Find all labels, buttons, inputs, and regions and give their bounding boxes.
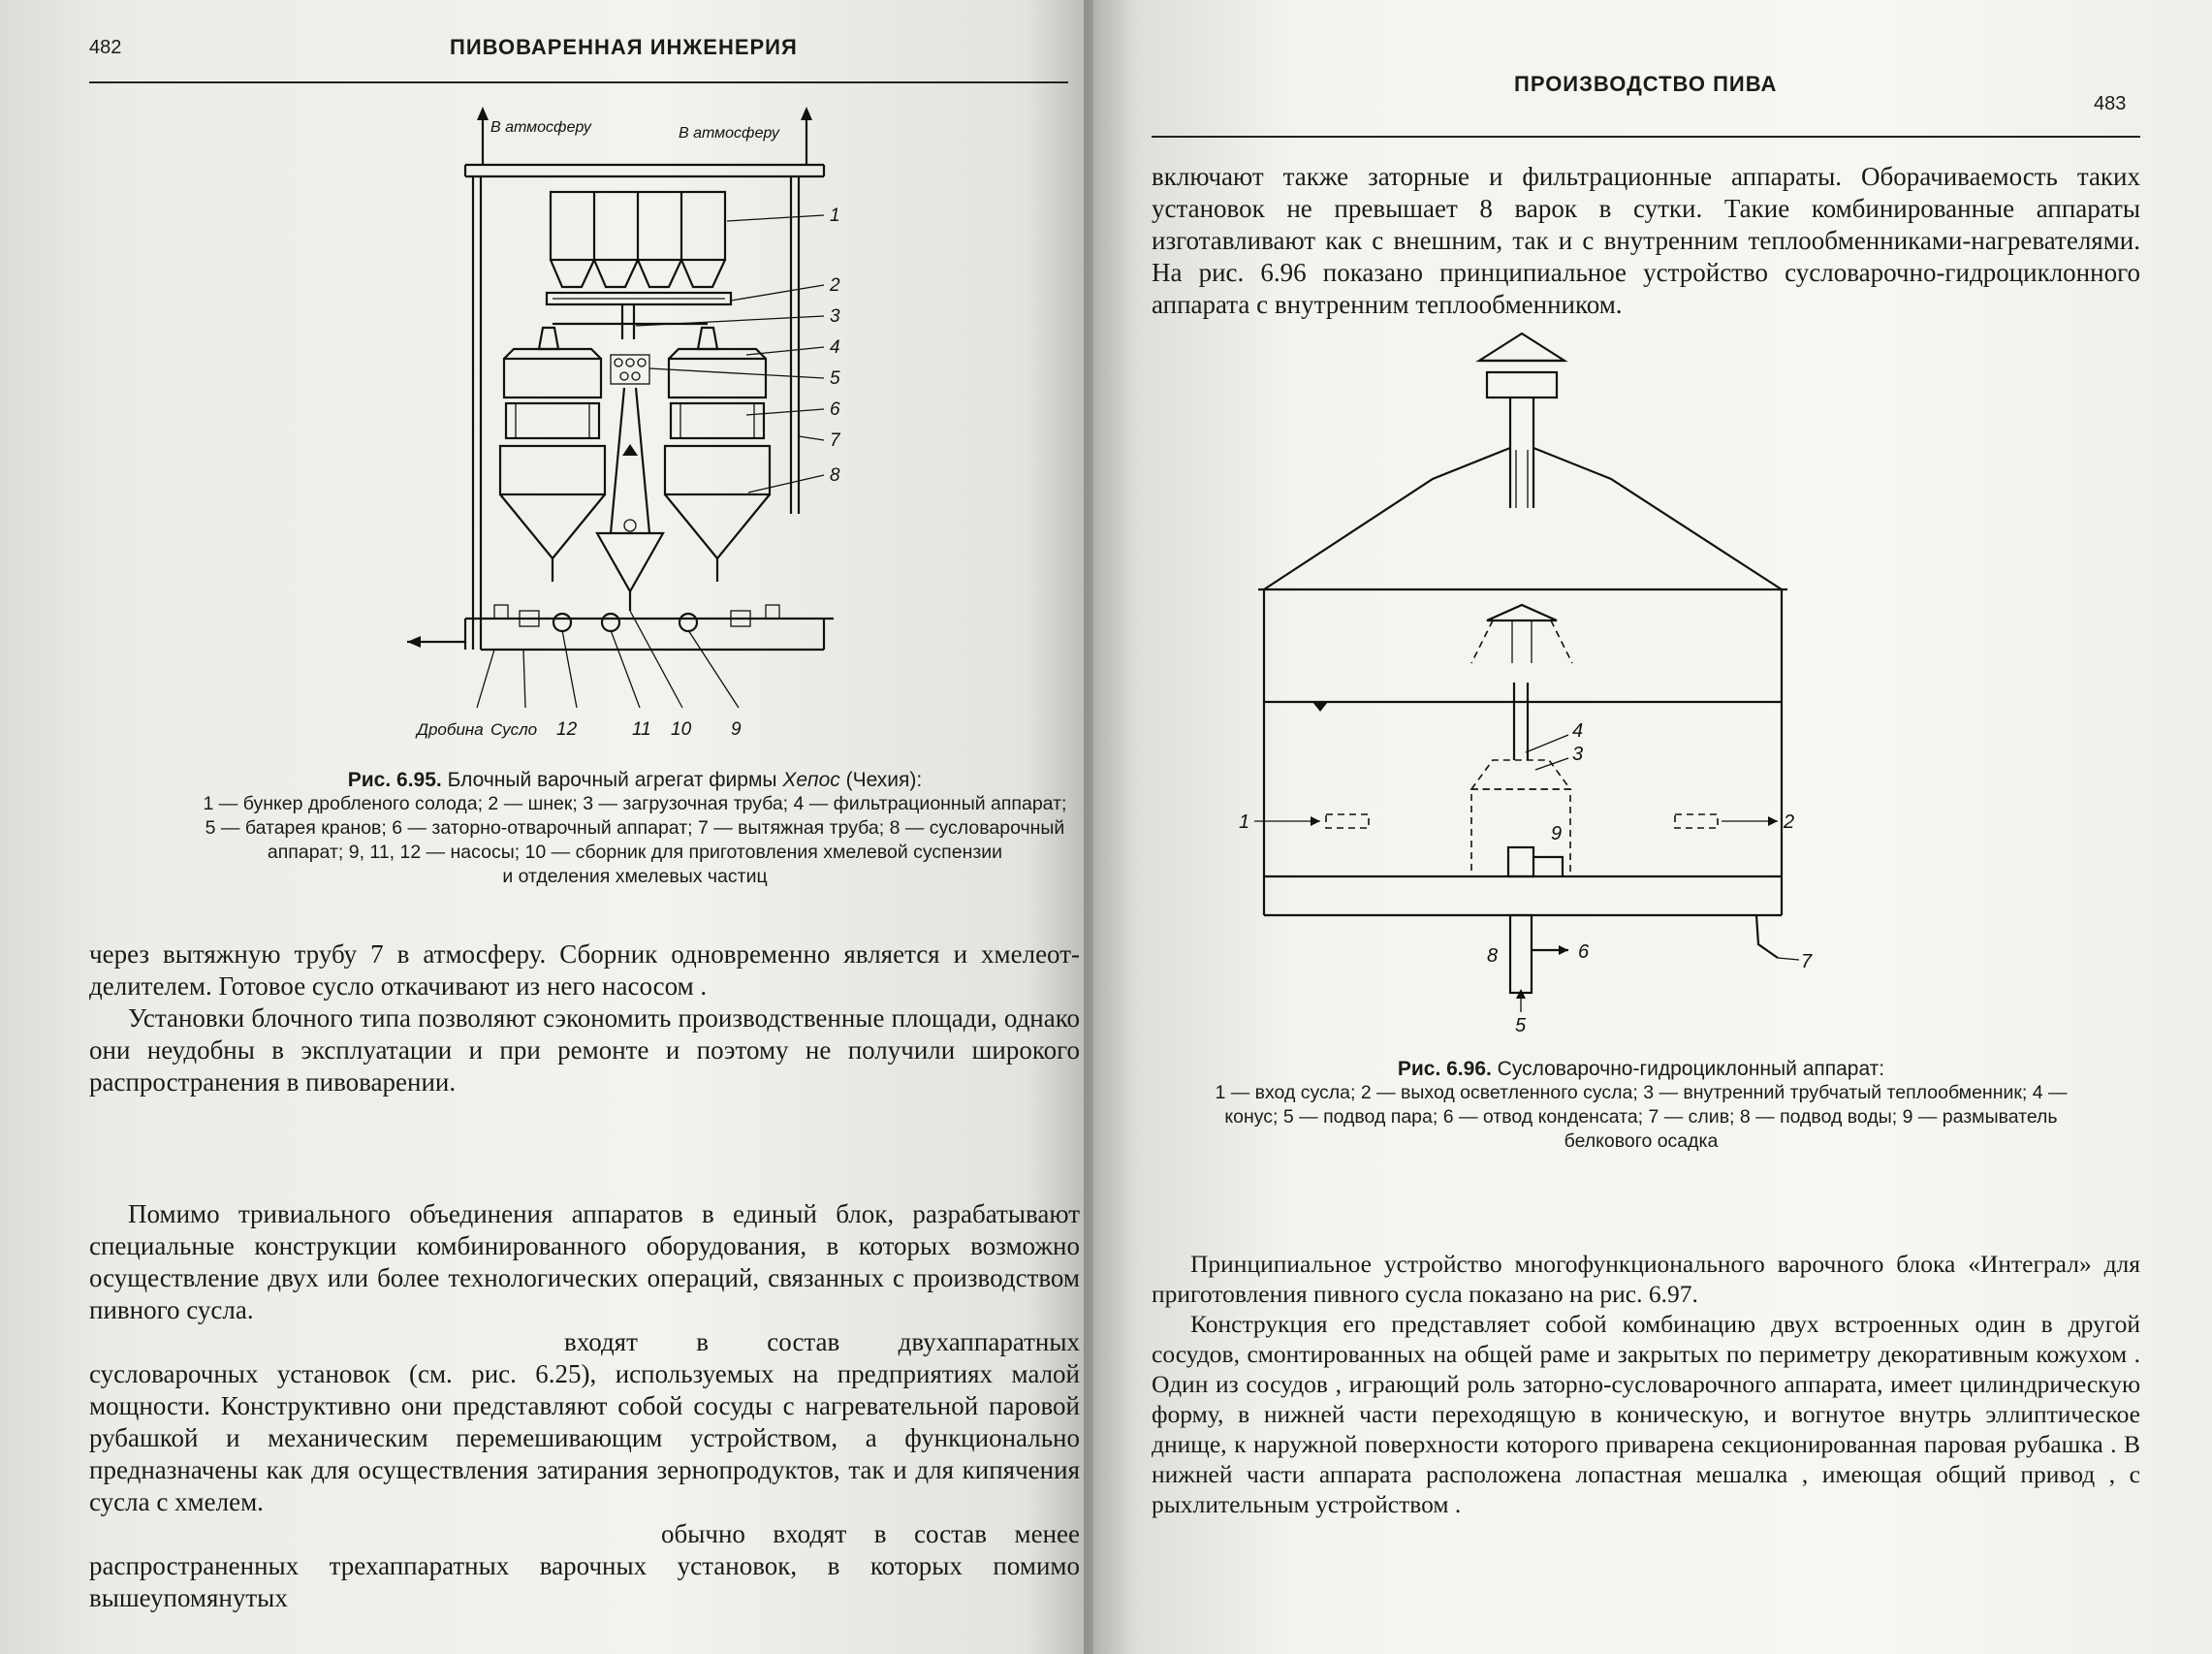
fig95-label-12: 12 xyxy=(556,719,578,740)
fig95-label-2: 2 xyxy=(830,275,840,296)
caption-line: 1 — вход сусла; 2 — выход осветленного сусла; 3 — внутренний трубчатый теплообменник; 4 — xyxy=(1215,1082,2068,1103)
header-rule xyxy=(1152,136,2140,138)
paragraph: обычно входят в состав менее распространенных трехаппаратных варочных установок, в которых помимо вышеупомянутых xyxy=(89,1519,1080,1612)
fig96-label-6: 6 xyxy=(1578,941,1590,963)
running-head: ПРОИЗВОДСТВО ПИВА xyxy=(1514,72,1778,96)
left-page xyxy=(0,0,1093,1654)
caption-line: 5 — батарея кранов; 6 — заторно-отварочный аппарат; 7 — вытяжная труба; 8 — сусловарочный xyxy=(205,817,1065,839)
caption-number: Рис. 6.96. xyxy=(1397,1058,1492,1080)
fig96-label-7: 7 xyxy=(1801,951,1813,972)
vent-cap xyxy=(1479,334,1564,398)
caption-line: аппарат; 9, 11, 12 — насосы; 10 — сборник для приготовления хмелевой суспензии xyxy=(267,842,1003,863)
pump-9 xyxy=(679,614,697,631)
caption-number: Рис. 6.95. xyxy=(347,769,442,791)
fig95-label-4: 4 xyxy=(830,337,840,358)
left-body-2 xyxy=(89,1198,1080,1614)
fig96-label-5: 5 xyxy=(1515,1015,1527,1036)
fig95-label-9: 9 xyxy=(731,719,742,740)
paragraph: входят в состав двухаппаратных сусловарочных установок (см. рис. 6.25), используемых на предприятиях малой мощности. Конструктивно они представляют собой сосуды с нагревательной паровой рубашкой и механическим перемешивающим устройством, а функционально предназначены как для осуществления затирания зернопродуктов, так и для кипячения сусла с хмелем. xyxy=(89,1327,1080,1516)
wort-kettle-left xyxy=(500,446,605,582)
figure-6-95 xyxy=(407,107,840,747)
caption-title: Сусловарочно-гидроциклонный аппарат: xyxy=(1491,1058,1885,1080)
malt-hoppers xyxy=(551,192,725,287)
caption-firm: Хепос xyxy=(782,769,840,791)
figure-6-96-caption xyxy=(1152,1057,2131,1154)
header-rule xyxy=(89,81,1068,83)
wort-kettle-right xyxy=(665,446,770,582)
figure-6-96 xyxy=(1239,334,1840,1036)
lauter-tun-left xyxy=(504,328,601,398)
pump-12 xyxy=(553,614,571,631)
page-number: 482 xyxy=(89,37,122,58)
right-body-2 xyxy=(1152,1249,2140,1519)
paragraph: Помимо тривиального объединения аппаратов в единый блок, разрабатывают специальные конструкции комбинированного оборудования, в которых возможно осуществление двух или более технологических операций, связанных с производством пивного сусла. xyxy=(89,1199,1080,1324)
paragraph: через вытяжную трубу 7 в атмосферу. Сборник одновременно является и хмелеот-делителем. Готовое сусло откачивают из него насосом . xyxy=(89,939,1080,1001)
fig96-label-4: 4 xyxy=(1572,720,1584,742)
fig95-label-7: 7 xyxy=(830,430,840,451)
lauter-tun-right xyxy=(669,328,766,398)
label-atm-right: В атмосферу xyxy=(679,125,779,142)
caption-line: конус; 5 — подвод пара; 6 — отвод конденсата; 7 — слив; 8 — подвод воды; 9 — размыватель xyxy=(1224,1106,2058,1128)
page-number: 483 xyxy=(2094,93,2127,114)
fig96-label-3: 3 xyxy=(1572,744,1584,765)
caption-line: 1 — бункер дробленого солода; 2 — шнек; 3 — загрузочная труба; 4 — фильтрационный аппарат; xyxy=(203,793,1067,814)
fig96-label-9: 9 xyxy=(1551,823,1563,844)
cone-heat-exchanger xyxy=(1471,760,1570,876)
label-suslo: Сусло xyxy=(490,720,538,739)
fig96-label-8: 8 xyxy=(1487,945,1499,967)
paragraph: Принципиальное устройство многофункционального варочного блока «Интеграл» для приготовления пивного сусла показано на рис. 6.97. xyxy=(1152,1250,2140,1308)
caption-title: Блочный варочный агрегат фирмы xyxy=(441,769,783,791)
fig95-label-10: 10 xyxy=(671,719,692,740)
fig95-label-6: 6 xyxy=(830,399,840,420)
caption-country: (Чехия): xyxy=(839,769,923,791)
label-atm-left: В атмосферу xyxy=(490,119,591,136)
figure-6-95-caption xyxy=(184,768,1086,889)
caption-line: и отделения хмелевых частиц xyxy=(502,866,768,887)
right-body xyxy=(1152,161,2140,321)
paragraph: Конструкция его представляет собой комбинацию двух встроенных один в другой сосудов, смонтированных на общей раме и закрытых по периметру декоративным кожухом . Один из сосудов , играющий роль заторно-сусловарочного аппарата, имеет цилиндрическую форму, в нижней части переходящую в коническую, и вогнутое внутрь эллиптическое днище, к наружной поверхности которого приварена секционированная паровая рубашка . В нижней части аппарата расположена лопастная мешалка , имеющая общий привод , с рыхлительным устройством . xyxy=(1152,1310,2140,1518)
valve-battery xyxy=(611,355,649,384)
right-page xyxy=(1093,0,2212,1654)
fig96-label-1: 1 xyxy=(1239,811,1250,833)
fig96-label-2: 2 xyxy=(1784,811,1795,833)
mash-vessel-left xyxy=(506,403,599,438)
mash-vessel-right xyxy=(671,403,764,438)
fig95-label-3: 3 xyxy=(830,306,840,327)
left-body xyxy=(89,938,1080,1098)
caption-line: белкового осадка xyxy=(1564,1130,1719,1152)
fig95-label-8: 8 xyxy=(830,465,840,486)
fig95-label-5: 5 xyxy=(830,368,840,389)
hop-tank xyxy=(597,520,663,611)
label-drobina: Дробина xyxy=(417,720,484,739)
running-head: ПИВОВАРЕННАЯ ИНЖЕНЕРИЯ xyxy=(450,35,798,59)
paragraph: включают также заторные и фильтрационные аппараты. Оборачиваемость таких установок не превышает 8 варок в сутки. Такие комбинированные аппараты изготавливают как с внешним, так и с внутренним теплообменниками-нагревателями. На рис. 6.96 показано принципиальное устройство сусловарочно-гидроциклонного аппарата с внутренним теплообменником. xyxy=(1152,162,2140,319)
paragraph: Установки блочного типа позволяют сэкономить производственные площади, однако они неудобны в эксплуатации и при ремонте и поэтому не получили широкого распространения в пивоварении. xyxy=(89,1003,1080,1097)
pump-11 xyxy=(602,614,619,631)
fig95-label-1: 1 xyxy=(830,206,840,226)
fig95-label-11: 11 xyxy=(632,719,651,740)
